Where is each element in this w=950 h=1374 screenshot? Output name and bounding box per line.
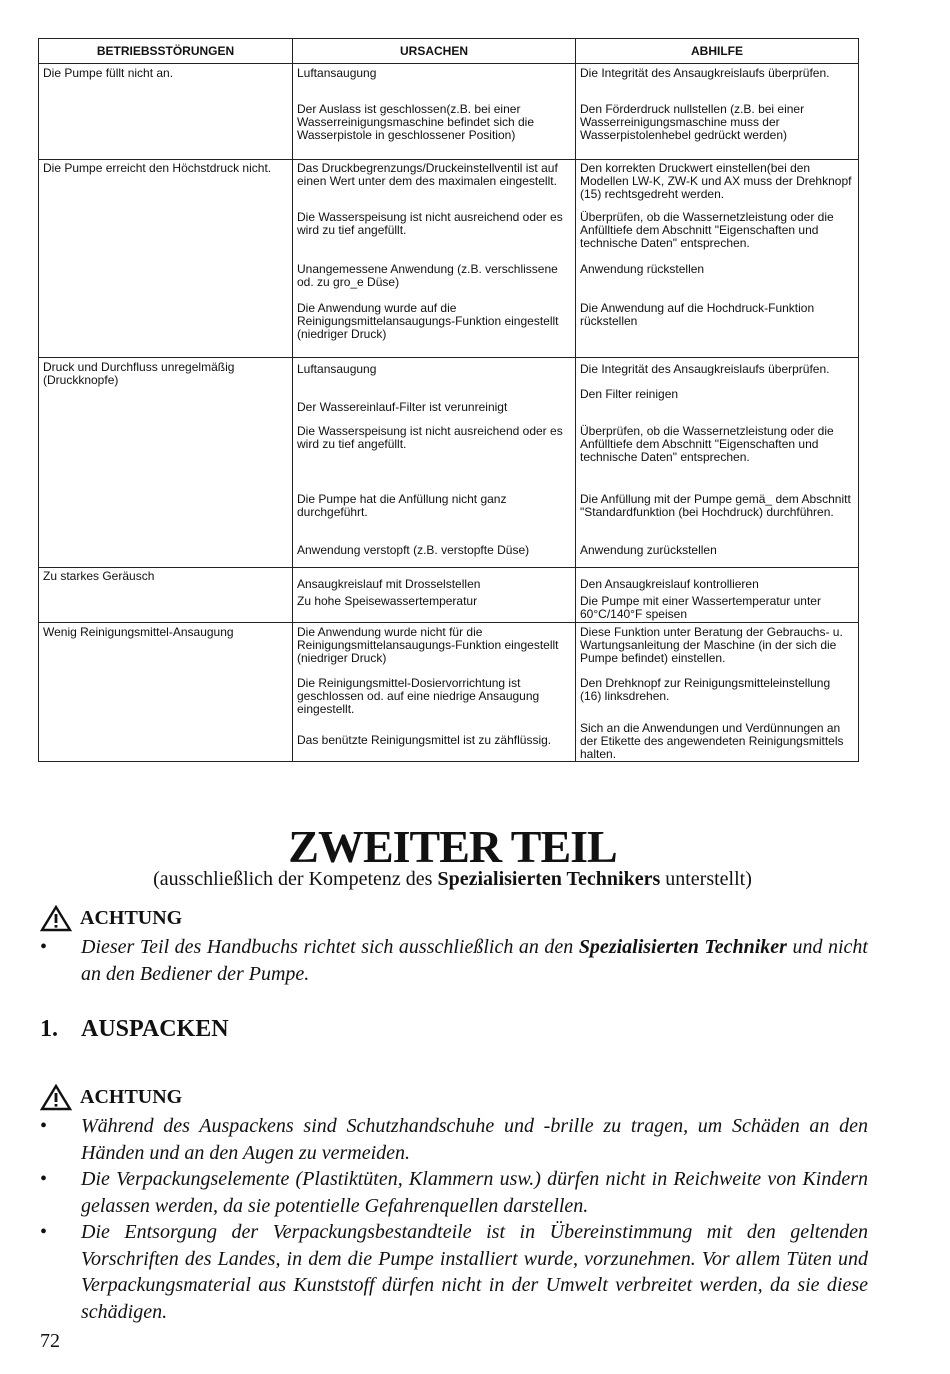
remedy-cell: Die Integrität des Ansaugkreislaufs überprüfen. [576, 358, 859, 389]
warning-heading [40, 1084, 182, 1111]
cause-cell: Ansaugkreislauf mit Drosselstellen [293, 568, 576, 596]
cause-cell: Luftansaugung [293, 358, 576, 389]
symptom-cell-empty [39, 425, 293, 493]
cause-cell: Unangemessene Anwendung (z.B. verschlissene od. zu gro_e Düse) [293, 263, 576, 302]
cause-cell: Der Wassereinlauf-Filter ist verunreinigt [293, 388, 576, 425]
symptom-cell-empty [39, 722, 293, 762]
warning-triangle-icon [40, 905, 72, 932]
cause-cell: Die Reinigungsmittel-Dosiervorrichtung ist geschlossen od. auf eine niedrige Ansaugung eingestellt. [293, 677, 576, 722]
remedy-cell: Die Integrität des Ansaugkreislaufs überprüfen. [576, 64, 859, 104]
bullet-text: Während des Auspackens sind Schutzhandschuhe und -brille zu tragen, um Schäden an den Händen und an den Augen zu vermeiden. [81, 1115, 868, 1164]
symptom-cell-empty [39, 544, 293, 568]
header-betriebsstoerungen: BETRIEBSSTÖRUNGEN [39, 39, 293, 64]
warning-bullet [40, 1166, 868, 1219]
subtitle-text-before: (ausschließlich der Kompetenz des [153, 868, 438, 890]
symptom-cell: Zu starkes Geräusch [39, 568, 293, 596]
symptom-cell: Die Pumpe füllt nicht an. [39, 64, 293, 104]
remedy-cell: Die Anfüllung mit der Pumpe gemä_ dem Abschnitt "Standardfunktion (bei Hochdruck) durchführen. [576, 493, 859, 544]
cause-cell: Die Wasserspeisung ist nicht ausreichend oder es wird zu tief angefüllt. [293, 211, 576, 263]
symptom-cell-empty [39, 302, 293, 358]
remedy-cell: Sich an die Anwendungen und Verdünnungen an der Etikette des angewendeten Reinigungsmittels halten. [576, 722, 859, 762]
table-row [39, 263, 859, 302]
cause-cell: Das Druckbegrenzungs/Druckeinstellventil ist auf einen Wert unter dem des maximalen eingestellt. [293, 160, 576, 212]
warning-label: ACHTUNG [80, 907, 183, 929]
warning-heading [40, 905, 182, 932]
cause-cell: Die Anwendung wurde auf die Reinigungsmittelansaugungs-Funktion eingestellt (niedriger Druck) [293, 302, 576, 358]
table-row [39, 388, 859, 425]
bullet-text-bold: Spezialisierten Techniker [578, 936, 787, 958]
remedy-cell: Anwendung rückstellen [576, 263, 859, 302]
remedy-cell: Den Förderdruck nullstellen (z.B. bei einer Wasserreinigungsmaschine muss der Wasserpistolenhebel gedrückt werden) [576, 103, 859, 160]
warning-bullet [40, 1113, 868, 1166]
bullet-text: Die Entsorgung der Verpackungsbestandteile ist in Übereinstimmung mit den geltenden Vorschriften des Landes, in dem die Pumpe installiert wurde, vorzunehmen. Vor allem Tüten und Verpackungsmaterial aus Kunststoff dürfen nicht in der Umwelt verbreitet werden, da sie diese schädigen. [81, 1221, 868, 1323]
remedy-cell: Den Ansaugkreislauf kontrollieren [576, 568, 859, 596]
table-row [39, 623, 859, 678]
section-title: AUSPACKEN [81, 1016, 229, 1042]
symptom-cell-empty [39, 388, 293, 425]
symptom-cell-empty [39, 677, 293, 722]
table-row [39, 160, 859, 212]
cause-cell: Die Anwendung wurde nicht für die Reinigungsmittelansaugungs-Funktion eingestellt (niedriger Druck) [293, 623, 576, 678]
symptom-cell-empty [39, 211, 293, 263]
warning-label: ACHTUNG [80, 1086, 183, 1108]
table-row [39, 64, 859, 104]
subtitle-text-bold: Spezialisierten Technikers [437, 868, 661, 890]
remedy-cell: Den korrekten Druckwert einstellen(bei den Modellen LW-K, ZW-K und AX muss der Drehknopf (15) rechtsgedreht werden. [576, 160, 859, 212]
remedy-cell: Überprüfen, ob die Wassernetzleistung oder die Anfülltiefe dem Abschnitt "Eigenschaften und technische Daten" entsprechen. [576, 425, 859, 493]
symptom-cell-empty [39, 493, 293, 544]
bullet-symbol: • [40, 936, 48, 958]
remedy-cell: Die Pumpe mit einer Wassertemperatur unter 60°C/140°F speisen [576, 595, 859, 623]
table-header-row [39, 39, 859, 64]
table-row [39, 677, 859, 722]
warning-bullet [40, 1219, 868, 1325]
table-row [39, 103, 859, 160]
warning-triangle-icon [40, 1084, 72, 1111]
remedy-cell: Anwendung zurückstellen [576, 544, 859, 568]
bullet-symbol: • [40, 1221, 48, 1243]
warning-bullet [40, 934, 868, 987]
table-row [39, 544, 859, 568]
table-row [39, 211, 859, 263]
bullet-symbol: • [40, 1168, 48, 1190]
table-row [39, 595, 859, 623]
cause-cell: Anwendung verstopft (z.B. verstopfte Düse) [293, 544, 576, 568]
cause-cell: Der Auslass ist geschlossen(z.B. bei einer Wasserreinigungsmaschine befindet sich die Wasserpistole in geschlossener Position) [293, 103, 576, 160]
symptom-cell: Die Pumpe erreicht den Höchstdruck nicht. [39, 160, 293, 212]
part-title: ZWEITER TEIL [288, 821, 617, 872]
table-row [39, 302, 859, 358]
symptom-cell: Wenig Reinigungsmittel-Ansaugung [39, 623, 293, 678]
symptom-cell-empty [39, 595, 293, 623]
troubleshooting-table [38, 38, 859, 762]
remedy-cell: Überprüfen, ob die Wassernetzleistung oder die Anfülltiefe dem Abschnitt "Eigenschaften und technische Daten" entsprechen. [576, 211, 859, 263]
table-row [39, 568, 859, 596]
bullet-text-before: Dieser Teil des Handbuchs richtet sich ausschließlich an den [81, 936, 579, 958]
table-row [39, 722, 859, 762]
symptom-cell-empty [39, 103, 293, 160]
bullet-text: Die Verpackungselemente (Plastiktüten, Klammern usw.) dürfen nicht in Reichweite von Kindern gelassen werden, da sie potentielle Gefahrenquellen darstellen. [81, 1168, 868, 1217]
cause-cell: Das benützte Reinigungsmittel ist zu zähflüssig. [293, 722, 576, 762]
part-subtitle [0, 868, 905, 891]
bullet-text-after: und nicht an den Bediener der Pumpe. [81, 936, 868, 985]
table-row [39, 493, 859, 544]
symptom-cell-empty [39, 263, 293, 302]
subtitle-text-after: unterstellt) [660, 868, 752, 890]
cause-cell: Luftansaugung [293, 64, 576, 104]
cause-cell: Die Pumpe hat die Anfüllung nicht ganz durchgeführt. [293, 493, 576, 544]
header-ursachen: URSACHEN [293, 39, 576, 64]
header-abhilfe: ABHILFE [576, 39, 859, 64]
remedy-cell: Den Drehknopf zur Reinigungsmitteleinstellung (16) linksdrehen. [576, 677, 859, 722]
section-number: 1. [40, 1016, 58, 1042]
table-row [39, 358, 859, 389]
table-row [39, 425, 859, 493]
remedy-cell: Den Filter reinigen [576, 388, 859, 425]
cause-cell: Die Wasserspeisung ist nicht ausreichend oder es wird zu tief angefüllt. [293, 425, 576, 493]
remedy-cell: Die Anwendung auf die Hochdruck-Funktion rückstellen [576, 302, 859, 358]
bullet-text [81, 934, 868, 987]
section-heading [40, 1016, 229, 1043]
remedy-cell: Diese Funktion unter Beratung der Gebrauchs- u. Wartungsanleitung der Maschine (in der sich die Pumpe befindet) einstellen. [576, 623, 859, 678]
cause-cell: Zu hohe Speisewassertemperatur [293, 595, 576, 623]
symptom-cell: Druck und Durchfluss unregelmäßig (Druckknopfe) [39, 358, 293, 389]
page-number: 72 [40, 1330, 60, 1352]
bullet-symbol: • [40, 1115, 48, 1137]
